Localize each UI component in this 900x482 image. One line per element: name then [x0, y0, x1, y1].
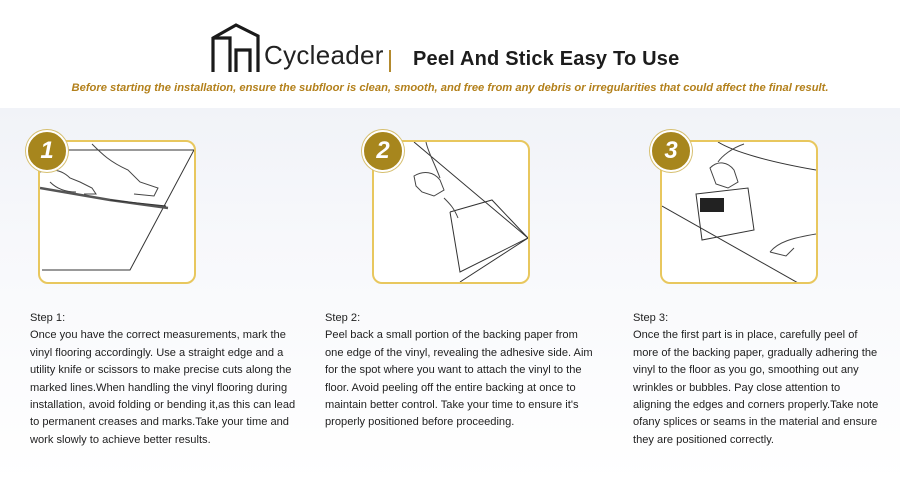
step-3-badge: 3	[650, 130, 692, 172]
step-2-text	[325, 310, 593, 432]
step-2-badge: 2	[362, 130, 404, 172]
step-3-body: Once the first part is in place, carefully peel of more of the backing paper, gradually adhering the vinyl to the floor as you go, smoothing out any wrinkles or bubbles. Pay close attention to aligning the edges and corners properly.Take note ofany splices or seams in the material and ensure they are positioned correctly.	[633, 329, 879, 446]
header	[0, 18, 900, 78]
brand-name: Cycleader	[264, 40, 384, 70]
step-1-title: Step 1:	[30, 312, 66, 324]
step-1-text	[30, 310, 300, 449]
step-3-title: Step 3:	[633, 312, 669, 324]
notice-text: Before starting the installation, ensure the subfloor is clean, smooth, and free from any debris or irregularities that could affect the final result.	[71, 82, 829, 94]
step-2-body: Peel back a small portion of the backing paper from one edge of the vinyl, revealing the adhesive side. Aim for the spot where you want to attach the vinyl to the floor. Avoid peeling off the entire backing at once to maintain better control. Take your time to ensure it's properly positioned before proceeding.	[325, 329, 593, 429]
header-divider	[389, 50, 391, 72]
house-logo-icon	[210, 22, 264, 74]
page-title: Peel And Stick Easy To Use	[413, 48, 680, 70]
step-2-title: Step 2:	[325, 312, 361, 324]
step-3-text	[633, 310, 879, 449]
step-1-body: Once you have the correct measurements, mark the vinyl flooring accordingly. Use a straight edge and a utility knife or scissors to make precise cuts along the marked lines.When handling the vinyl flooring during installation, avoid folding or bending it,as this can lead to permanent creases and marks.Take your time and work slowly to achieve better results.	[30, 329, 296, 446]
step-1-badge: 1	[26, 130, 68, 172]
